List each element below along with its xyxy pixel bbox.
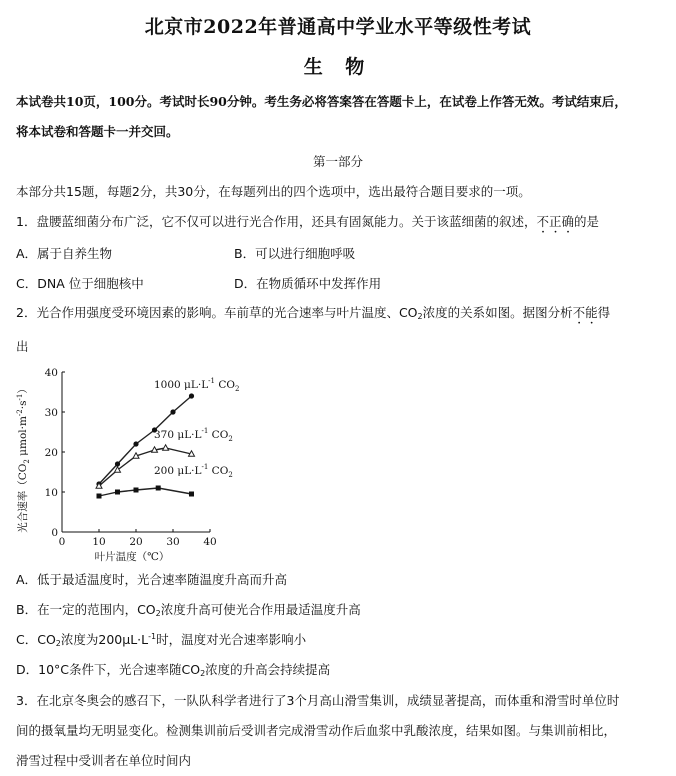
q2-option-b: B．在一定的范围内，$CO_2$浓度升高可使光合作用最适温度升高 [16, 602, 361, 618]
series-label [154, 427, 233, 443]
y-tick-label: 40 [44, 367, 58, 379]
page-title: 北京市2022年普通高中学业水平等级性考试 [144, 16, 532, 38]
section-title: 第一部分 [312, 154, 363, 169]
series-label-part: 2 [228, 435, 233, 443]
q2-option-a: A．低于最适温度时，光合速率随温度升高而升高 [16, 572, 288, 587]
series-label-part: CO [215, 379, 235, 391]
data-point [163, 445, 169, 450]
y-label-part: 光合速率（CO [17, 463, 29, 533]
x-tick-label: 10 [92, 536, 106, 548]
series-label-part: CO [208, 429, 229, 441]
series-2 [96, 427, 233, 488]
series-label-part: -1 [208, 377, 215, 385]
series-label-part: 200 μL·L [154, 465, 202, 477]
q1-emphasis: 不正确 [536, 214, 574, 229]
photosynthesis-chart [14, 358, 254, 564]
y-label-part: -2 [16, 409, 24, 417]
y-tick-label: 30 [44, 407, 58, 419]
y-label-part: ） [17, 383, 29, 394]
q2-stem: 2．光合作用强度受环境因素的影响。车前草的光合速率与叶片温度、$CO_2$浓度的关系如图。据图分析不能得 [16, 305, 611, 321]
q1-stem: 1．盘腰蓝细菌分布广泛，它不仅可以进行光合作用，还具有固氮能力。关于该蓝细菌的叙述，不正确的是 [16, 214, 599, 229]
series-label-part: 370 μL·L [154, 429, 202, 441]
y-label-part: μmol·m [17, 416, 29, 460]
x-tick-label: 40 [203, 536, 217, 548]
q1-option-c: C．DNA 位于细胞核中 [16, 276, 144, 291]
q2-option-d: D．10°C条件下，光合速率随$CO_2$浓度的升高会持续提高 [16, 662, 331, 678]
data-point [134, 488, 139, 493]
q2-emphasis: 不能 [572, 305, 598, 320]
chart-y-label [16, 383, 31, 533]
series-label-part: -1 [201, 463, 209, 471]
series-label-part: 2 [228, 471, 233, 479]
exam-notice-line-2: 将本试卷和答题卡一并交回。 [16, 124, 179, 139]
subject-title: 生 物 [303, 56, 373, 78]
series-label [154, 463, 233, 479]
y-tick-label: 10 [44, 487, 58, 499]
chart-series [96, 377, 239, 499]
data-point [170, 409, 175, 414]
series-label-part: 1000 μL·L [154, 379, 209, 391]
q3-stem-line-3: 滑雪过程中受训者在单位时间内 [16, 753, 192, 768]
y-label-part: -1 [16, 393, 24, 401]
q1-option-b: B．可以进行细胞呼吸 [234, 246, 356, 261]
series-label-part: -1 [201, 427, 209, 435]
data-point [189, 393, 194, 398]
q3-stem-line-2: 间的摄氧量均无明显变化。检测集训前后受训者完成滑雪动作后血浆中乳酸浓度，结果如图。与集训前相比， [16, 723, 617, 738]
series-line [99, 488, 192, 496]
x-tick-label: 0 [58, 536, 66, 548]
y-tick-label: 20 [44, 447, 58, 459]
q1-option-d: D．在物质循环中发挥作用 [234, 276, 382, 291]
series-label-part: CO [208, 465, 229, 477]
q3-stem-line-1: 3．在北京冬奥会的感召下，一队队科学者进行了3个月高山滑雪集训，成绩显著提高，而体重和滑雪时单位时 [16, 693, 620, 708]
section-instructions: 本部分共15题，每题2分，共30分，在每题列出的四个选项中，选出最符合题目要求的一项。 [16, 184, 531, 199]
exam-notice-line-1: 本试卷共10页，100分。考试时长90分钟。考生务必将答案答在答题卡上，在试卷上作答无效。考试结束后， [16, 94, 627, 109]
q2-option-c: C．$CO_2$浓度为$200\mu L\cdot L^{-1}$时，温度对光合速率影响小 [16, 632, 307, 648]
x-tick-label: 30 [166, 536, 180, 548]
q2-stem-line-2: 出 [16, 339, 29, 354]
data-point [97, 494, 102, 499]
chart-x-label: 叶片温度（℃） [94, 551, 170, 563]
y-tick-label: 0 [51, 527, 58, 539]
data-point [115, 490, 120, 495]
q1-option-a: A．属于自养生物 [16, 246, 113, 261]
series-label [154, 377, 239, 393]
y-label-part: ·s [17, 400, 29, 410]
x-tick-label: 20 [129, 536, 143, 548]
data-point [156, 486, 161, 491]
series-label-part: 2 [234, 385, 240, 393]
y-label-part: 2 [23, 459, 31, 464]
data-point [133, 441, 138, 446]
data-point [189, 492, 194, 497]
